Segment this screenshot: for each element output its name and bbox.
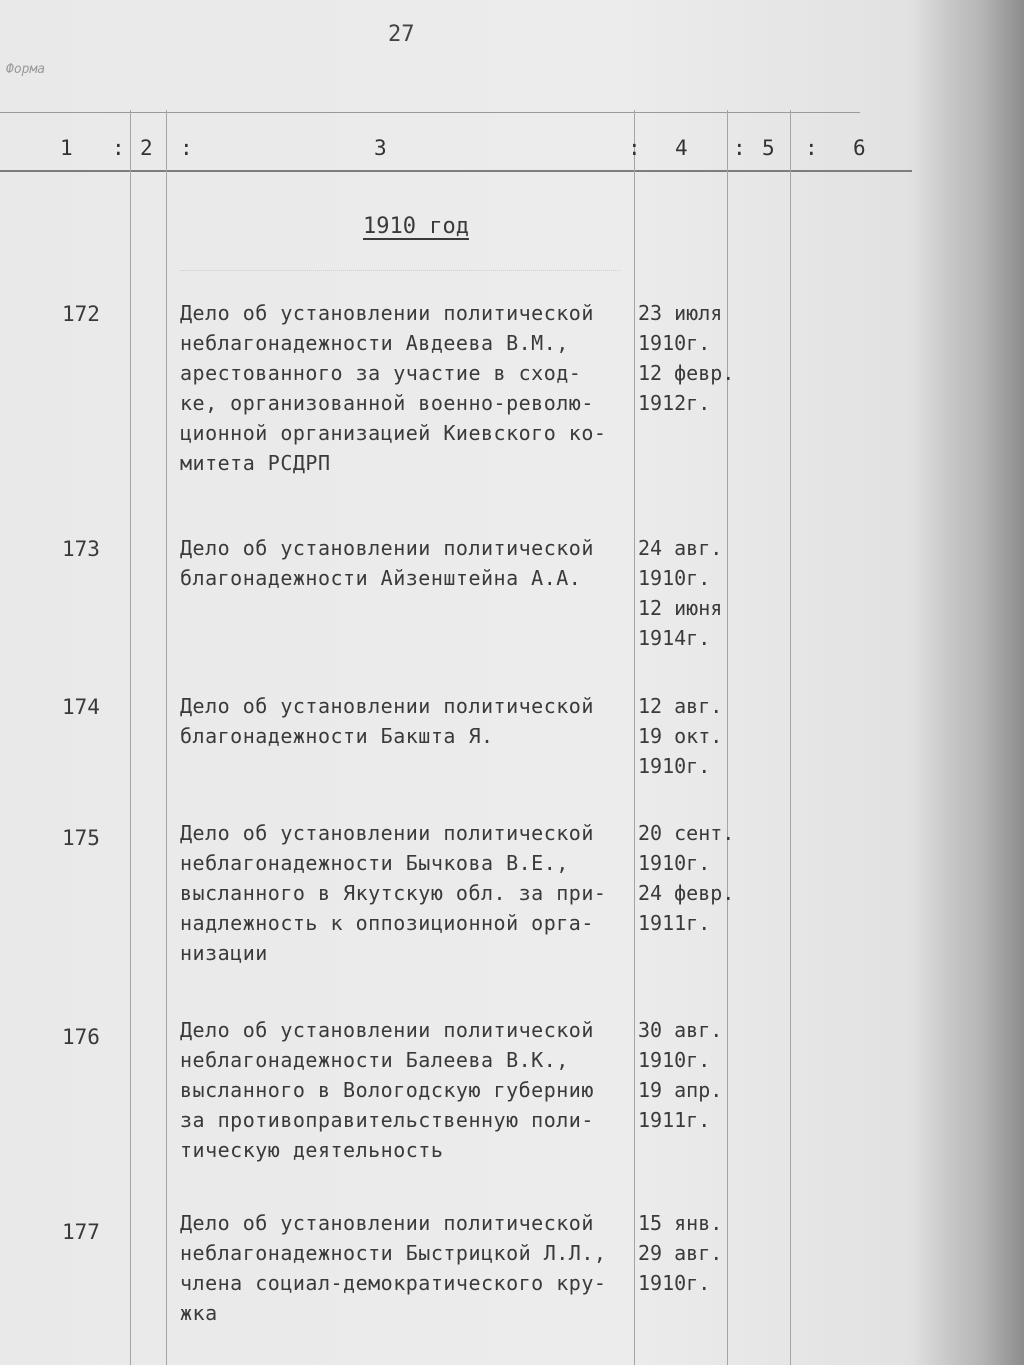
entry-date: 12 июня bbox=[638, 596, 723, 620]
entry-line: неблагонадежности Быстрицкой Л.Л., bbox=[180, 1241, 607, 1265]
entry-date: 24 февр. bbox=[638, 881, 735, 905]
header-separator: : bbox=[112, 136, 125, 160]
entry-line: Дело об установлении политической bbox=[180, 301, 594, 325]
entry-date: 30 авг. bbox=[638, 1018, 723, 1042]
page-number: 27 bbox=[388, 22, 415, 47]
entry-date: 20 сент. bbox=[638, 821, 735, 845]
entry-dates bbox=[638, 1015, 758, 1135]
header-separator: : bbox=[180, 136, 193, 160]
header-col-2: 2 bbox=[140, 136, 153, 160]
entry-line: низации bbox=[180, 941, 268, 965]
entry-date: 1910г. bbox=[638, 331, 711, 355]
entry-line: ке, организованной военно-револю- bbox=[180, 391, 594, 415]
entry-line: неблагонадежности Балеева В.К., bbox=[180, 1048, 569, 1072]
entry-date: 19 окт. bbox=[638, 724, 723, 748]
entry-line: благонадежности Бакшта Я. bbox=[180, 724, 494, 748]
entry-date: 1911г. bbox=[638, 1108, 711, 1132]
entry-description bbox=[180, 1015, 630, 1165]
entry-line: ционной организацией Киевского ко- bbox=[180, 421, 607, 445]
page-edge-shadow bbox=[914, 0, 1024, 1365]
column-line-2 bbox=[166, 110, 167, 1365]
entry-number: 173 bbox=[62, 537, 100, 561]
entry-date: 15 янв. bbox=[638, 1211, 723, 1235]
entry-dates bbox=[638, 818, 758, 938]
entry-number: 175 bbox=[62, 826, 100, 850]
entry-line: неблагонадежности Бычкова В.Е., bbox=[180, 851, 569, 875]
entry-date: 29 авг. bbox=[638, 1241, 723, 1265]
entry-line: Дело об установлении политической bbox=[180, 821, 594, 845]
entry-line: за противоправительственную поли- bbox=[180, 1108, 594, 1132]
entry-date: 23 июля bbox=[638, 301, 723, 325]
entry-description bbox=[180, 298, 630, 478]
header-col-1: 1 bbox=[60, 136, 73, 160]
header-separator: : bbox=[733, 136, 746, 160]
header-rule-bottom bbox=[0, 170, 912, 172]
entry-date: 1910г. bbox=[638, 851, 711, 875]
entry-dates bbox=[638, 533, 758, 653]
entry-line: Дело об установлении политической bbox=[180, 1211, 594, 1235]
entry-date: 1912г. bbox=[638, 391, 711, 415]
entry-dates bbox=[638, 691, 758, 781]
form-label: Форма bbox=[6, 62, 46, 77]
header-col-4: 4 bbox=[675, 136, 688, 160]
header-rule-top bbox=[0, 112, 860, 113]
entry-date: 1910г. bbox=[638, 566, 711, 590]
header-separator: : bbox=[805, 136, 818, 160]
entry-description bbox=[180, 691, 630, 751]
entry-line: Дело об установлении политической bbox=[180, 536, 594, 560]
entry-description bbox=[180, 533, 630, 593]
entry-number: 172 bbox=[62, 302, 100, 326]
header-col-5: 5 bbox=[762, 136, 775, 160]
column-line-5 bbox=[790, 110, 791, 1365]
header-separator: : bbox=[628, 136, 641, 160]
entry-line: неблагонадежности Авдеева В.М., bbox=[180, 331, 569, 355]
entry-line: митета РСДРП bbox=[180, 451, 331, 475]
entry-line: высланного в Вологодскую губернию bbox=[180, 1078, 594, 1102]
entry-line: тическую деятельность bbox=[180, 1138, 444, 1162]
entry-line: Дело об установлении политической bbox=[180, 694, 594, 718]
entry-line: высланного в Якутскую обл. за при- bbox=[180, 881, 607, 905]
entry-dates bbox=[638, 298, 758, 418]
entry-number: 176 bbox=[62, 1025, 100, 1049]
entry-line: арестованного за участие в сход- bbox=[180, 361, 582, 385]
entry-description bbox=[180, 1208, 630, 1328]
column-line-1 bbox=[130, 110, 131, 1365]
entry-dates bbox=[638, 1208, 758, 1298]
header-col-6: 6 bbox=[853, 136, 866, 160]
entry-line: надлежность к оппозиционной орга- bbox=[180, 911, 594, 935]
entry-date: 19 апр. bbox=[638, 1078, 723, 1102]
entry-line: благонадежности Айзенштейна А.А. bbox=[180, 566, 582, 590]
entry-number: 174 bbox=[62, 695, 100, 719]
column-line-3 bbox=[634, 110, 635, 1365]
entry-line: Дело об установлении политической bbox=[180, 1018, 594, 1042]
header-col-3: 3 bbox=[374, 136, 387, 160]
entry-date: 1910г. bbox=[638, 754, 711, 778]
entry-description bbox=[180, 818, 630, 968]
entry-date: 1911г. bbox=[638, 911, 711, 935]
year-heading: 1910 год bbox=[363, 214, 469, 239]
entry-date: 12 февр. bbox=[638, 361, 735, 385]
entry-date: 1910г. bbox=[638, 1048, 711, 1072]
entry-line: члена социал-демократического кру- bbox=[180, 1271, 607, 1295]
entry-date: 24 авг. bbox=[638, 536, 723, 560]
entry-date: 12 авг. bbox=[638, 694, 723, 718]
entry-date: 1910г. bbox=[638, 1271, 711, 1295]
entry-number: 177 bbox=[62, 1220, 100, 1244]
entry-line: жка bbox=[180, 1301, 218, 1325]
entry-date: 1914г. bbox=[638, 626, 711, 650]
